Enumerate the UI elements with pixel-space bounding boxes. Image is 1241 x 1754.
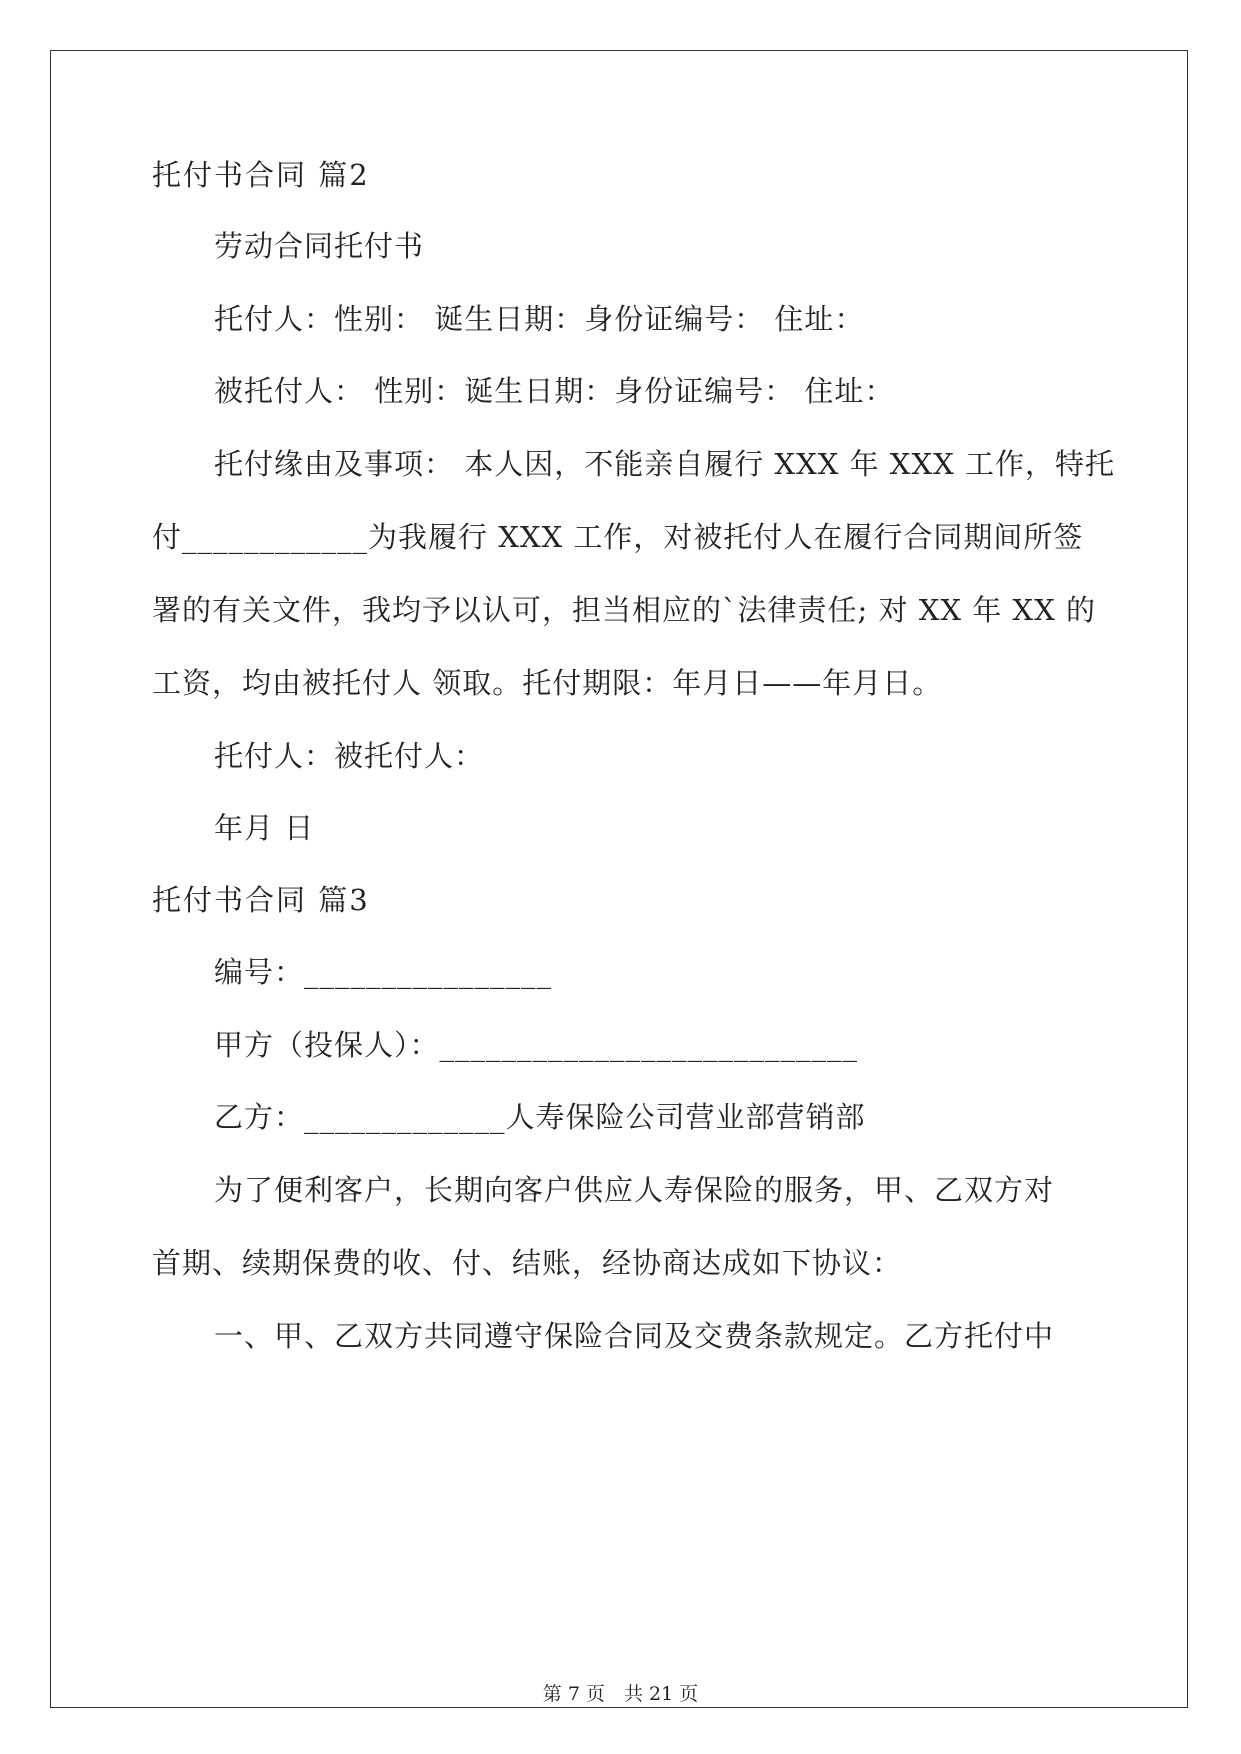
- agent-info-line: 被托付人： 性别：诞生日期：身份证编号： 住址：: [214, 374, 895, 408]
- party-a-line: 甲方（投保人）：___________________________: [214, 1028, 859, 1062]
- paragraph-line: 付____________为我履行 XXX 工作，对被托付人在履行合同期间所签: [152, 520, 1084, 554]
- paragraph-line: 一、甲、乙双方共同遵守保险合同及交费条款规定。乙方托付中: [214, 1319, 1055, 1353]
- paragraph-line: 署的有关文件，我均予以认可，担当相应的`法律责任; 对 XX 年 XX 的: [152, 593, 1096, 627]
- page-frame: [50, 50, 1188, 1708]
- paragraph-line: 首期、续期保费的收、付、结账，经协商达成如下协议：: [152, 1246, 903, 1280]
- number-field-line: 编号：________________: [214, 955, 553, 989]
- paragraph-line: 托付缘由及事项： 本人因，不能亲自履行 XXX 年 XXX 工作，特托: [214, 447, 1115, 481]
- section-heading-3: 托付书合同 篇3: [152, 883, 370, 917]
- principal-info-line: 托付人：性别： 诞生日期：身份证编号： 住址：: [214, 302, 865, 336]
- page-number-footer: 第 7 页 共 21 页: [542, 1683, 699, 1705]
- section-heading-2: 托付书合同 篇2: [152, 158, 370, 192]
- party-b-line: 乙方：_____________人寿保险公司营业部营销部: [214, 1100, 866, 1134]
- signature-line: 托付人：被托付人：: [214, 739, 485, 773]
- paragraph-line: 为了便利客户，长期向客户供应人寿保险的服务，甲、乙双方对: [214, 1173, 1055, 1207]
- date-line: 年月 日: [214, 811, 315, 845]
- paragraph-line: 工资，均由被托付人 领取。托付期限：年月日——年月日。: [152, 666, 943, 700]
- doc-title-labor-contract: 劳动合同托付书: [214, 229, 425, 263]
